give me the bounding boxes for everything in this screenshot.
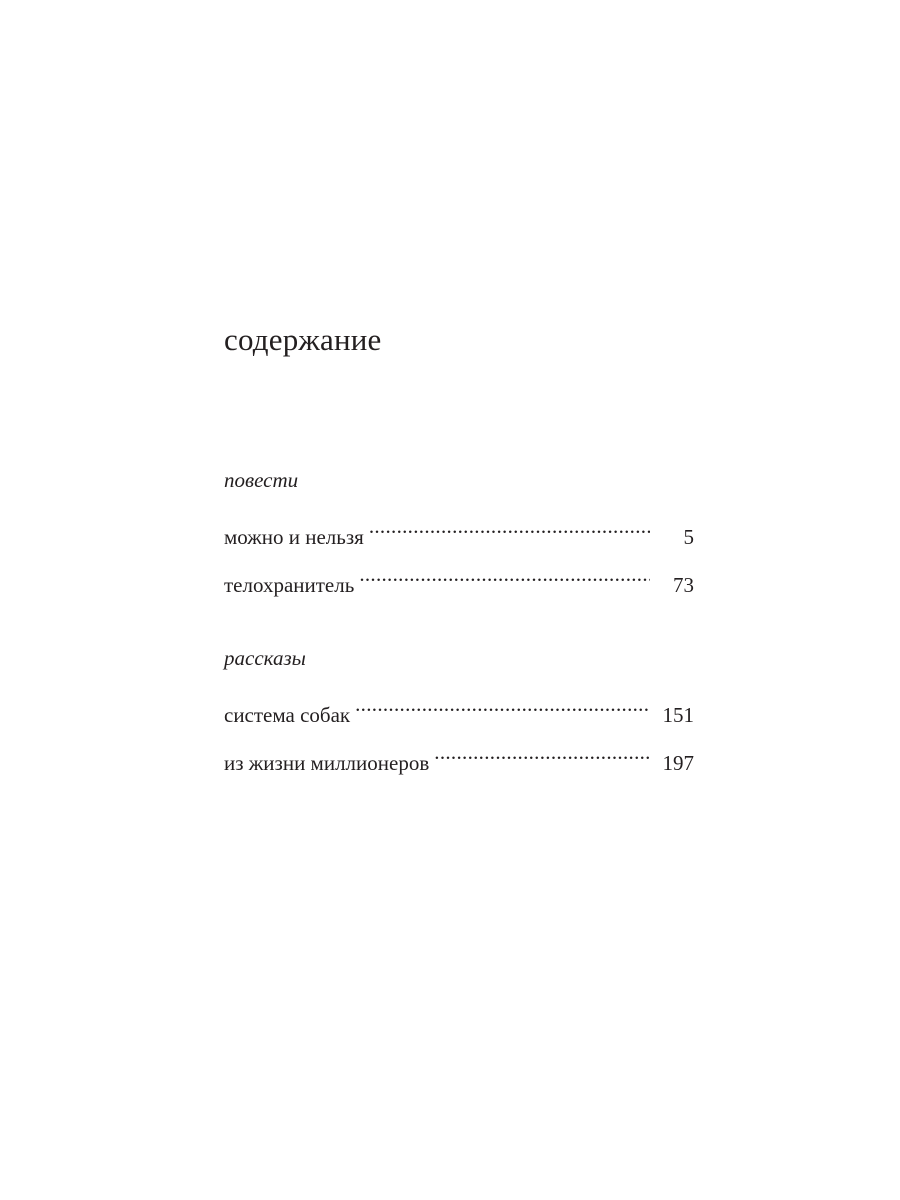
toc-list xyxy=(224,508,694,597)
toc-entry-title: можно и нельзя xyxy=(224,525,364,549)
dot-leader xyxy=(434,734,650,770)
toc-entry-page: 5 xyxy=(683,525,694,549)
toc-entry[interactable] xyxy=(224,556,694,597)
toc-entry-title: система собак xyxy=(224,703,351,727)
toc-entry-page: 73 xyxy=(673,573,694,597)
toc-section-stories xyxy=(224,640,694,782)
section-heading: рассказы xyxy=(224,646,306,670)
dot-leader xyxy=(369,508,650,544)
toc-list xyxy=(224,686,694,775)
toc-entry[interactable] xyxy=(224,734,694,775)
toc-entry-page: 151 xyxy=(662,703,694,727)
toc-entry-page: 197 xyxy=(662,751,694,775)
toc-entry[interactable] xyxy=(224,508,694,549)
page-title: содержание xyxy=(224,322,382,357)
toc-entry-title: телохранитель xyxy=(224,573,355,597)
toc-entry-title: из жизни миллионеров xyxy=(224,751,430,775)
toc-section-novellas xyxy=(224,462,694,604)
dot-leader xyxy=(355,686,650,722)
section-heading: повести xyxy=(224,468,299,492)
dot-leader xyxy=(359,556,650,592)
toc-entry[interactable] xyxy=(224,686,694,727)
